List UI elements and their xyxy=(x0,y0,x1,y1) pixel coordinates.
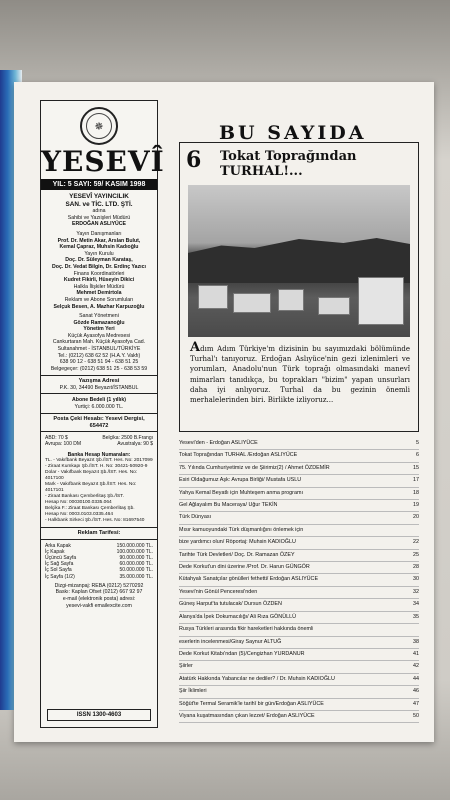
publisher-line: SAN. ve TİC. LTD. ŞTİ. xyxy=(65,200,133,208)
toc-entry xyxy=(179,488,419,500)
toc-entry xyxy=(179,574,419,586)
finance-names: Kudret Fikirli, Hüseyin Dikici xyxy=(63,277,135,284)
mountain-silhouette xyxy=(188,233,410,283)
toc-title: Şiirler xyxy=(179,663,193,670)
toc-page: 47 xyxy=(413,700,419,707)
toc-title: Mısır kamuoyundaki Türk düşmanlığını önlemek için xyxy=(179,526,304,533)
toc-entry xyxy=(179,537,419,549)
turhal-town-photo xyxy=(188,185,410,337)
toc-entry xyxy=(179,438,419,450)
masthead-sidebar xyxy=(40,100,165,728)
toc-page: 32 xyxy=(413,588,419,595)
toc-title: Alanya'da İpek Dokumacılığı/ Ali Rıza GÖNÜLLÜ xyxy=(179,613,296,620)
postal-row: ABD: 70 $ Belçika: 2500 B.Frangı xyxy=(45,435,153,442)
toc-title: Tarihte Türk Devletleri/ Doç. Dr. Ramazan ÖZEY xyxy=(179,551,295,558)
toc-entry xyxy=(179,587,419,599)
print-info: Dizgi-mizanpaj: REBA (0212) 5270292 Baskı: Kaplan Ofset (0212) 667 92 97 e-mail (elektronik posta) adresi: yesevi-vakfi emailexcite.com xyxy=(54,582,144,609)
toc-title: Viyana kuşatmasından çıkan lezzet/ Erdoğan ASLIYÜCE xyxy=(179,712,315,719)
toc-title: Rusya Türkleri arasında fikir hareketleri hakkında önemli xyxy=(179,626,314,633)
toc-entry xyxy=(179,512,419,524)
issn-number: ISSN 1300-4603 xyxy=(47,709,151,721)
mgmt-address-line: Küçük Ayasofya Medresesi xyxy=(67,332,131,339)
toc-entry xyxy=(179,637,419,649)
magazine-page xyxy=(14,82,434,742)
issue-info: YIL: 5 SAYI: 59/ KASIM 1998 xyxy=(41,179,157,190)
publisher-line: YESEVÎ YAYINCILIK xyxy=(69,193,129,200)
bank-list: TL. - Vakıfbank Beyazıt Şb./İST. Hes. No: 2017099 - Ziraat Kumkapı Şb./İST. H. No: 30421-50920-9 Dolar - Vakıfbank Beyazıt Şb./İST. Hes. No: 4017100 Mark - Vakıfbank Beyazıt Şb./İST. Hes. No: 4017101 - Ziraat Bankası Çemberlitaş Şb./İST. Hesap No: 00030100.0335.064 Belçika F.: Ziraat Bankası Çemberlitaş Şb. Hesap No: 0003.0103.0335.464 - Halkbank Sirkeci Şb./İST. Hes. No: 81697540 xyxy=(45,458,153,524)
mail-address: P.K. 30, 34490 Beyazıt/İSTANBUL xyxy=(59,384,139,391)
toc-entry xyxy=(179,674,419,686)
toc-entry xyxy=(179,450,419,462)
toc-page: 28 xyxy=(413,564,419,571)
pr-label: Halkla İlişkiler Müdürü xyxy=(73,283,125,290)
toc-entry xyxy=(179,686,419,698)
board-line: Doç. Dr. Süleyman Karataş, xyxy=(65,257,133,264)
bank-label: Banka Hesap Numaraları: xyxy=(67,451,131,458)
mail-address-box xyxy=(41,375,157,394)
toc-title: Atatürk Hakkında Yabancılar ne dediler? / Dr. Muhsin KADIOĞLU xyxy=(179,675,335,682)
toc-page: 34 xyxy=(413,601,419,608)
toc-title: Esiri Oldağumuz Aşk: Avrupa Birliği/ Mustafa USLU xyxy=(179,477,302,484)
toc-page: 42 xyxy=(413,663,419,670)
toc-page: 46 xyxy=(413,688,419,695)
postal-row: Avrupa: 100 DM Avustralya: 90 $ xyxy=(45,441,153,448)
advisors-line: Prof. Dr. Metin Akar, Arslan Bulut, xyxy=(57,237,141,244)
toc-page: 30 xyxy=(413,576,419,583)
toc-title: 75. Yılında Cumhuriyetimiz ve de Şiirimiz(2) / Ahmet ÖZDEMİR xyxy=(179,464,330,471)
toc-entry xyxy=(179,500,419,512)
toc-title: Yahya Kemal Beyatlı için Muhteşem anma programı xyxy=(179,489,303,496)
mgmt-address-line: Sultanahmet - İSTANBUL/TÜRKİYE xyxy=(57,346,141,353)
art-name: Gözde Ramazanoğlu xyxy=(73,319,125,326)
toc-title: Tokat Toprağından TURHAL /Erdoğan ASLIYÜCE xyxy=(179,452,298,459)
toc-page xyxy=(415,624,419,635)
owner-name: ERDOĞAN ASLIYÜCE xyxy=(72,221,126,228)
toc-title: Kütahyalı Sanatçılar gönülleri fethetti/ Erdoğan ASLIYÜCE xyxy=(179,576,319,583)
toc-page: 20 xyxy=(413,514,419,521)
mgmt-address-line: Belgegeçer: (0212) 638 51 25 - 638 53 59 xyxy=(50,365,148,372)
toc-page: 6 xyxy=(416,452,419,459)
yesevi-seal-icon: ✵ xyxy=(80,107,118,145)
postal-label: Posta Çeki Hesabı: Yesevi Dergisi, 654472 xyxy=(53,416,145,429)
table-of-contents xyxy=(179,438,419,723)
toc-page: 35 xyxy=(413,613,419,620)
ad-rates-label: Reklam Tarifesi: xyxy=(77,530,121,537)
toc-entry xyxy=(179,624,419,636)
subscription-label: Abone Bedeli (1 yıllık) xyxy=(72,397,126,404)
toc-entry xyxy=(179,599,419,611)
art-label: Sanat Yönetmeni xyxy=(79,313,119,320)
mail-label: Yazışma Adresi xyxy=(78,378,120,385)
toc-title: eserlerin incelenmesi/Giray Saynur ALTUĞ xyxy=(179,638,282,645)
toc-entry xyxy=(179,661,419,673)
section-heading: BU SAYIDA xyxy=(219,122,367,144)
toc-page: 19 xyxy=(413,502,419,509)
mgmt-address-line: Cankurtaran Mah. Küçük Ayasofya Cad. xyxy=(52,339,146,346)
toc-entry xyxy=(179,463,419,475)
toc-page: 5 xyxy=(416,440,419,446)
toc-title: Türk Dünyası xyxy=(179,514,212,521)
mgmt-label: Yönetim Yeri xyxy=(83,326,115,333)
owner-label: Sahibi ve Yazıişleri Müdürü xyxy=(67,214,131,221)
toc-entry xyxy=(179,525,419,537)
toc-page: 38 xyxy=(413,638,419,645)
feature-article-box xyxy=(179,142,419,432)
masthead-title: YESEVÎ xyxy=(41,145,165,178)
toc-page: 50 xyxy=(413,712,419,719)
toc-entry xyxy=(179,562,419,574)
publisher-line: adına xyxy=(92,208,106,215)
toc-page: 15 xyxy=(413,464,419,471)
subscription-price: Yurtiçi: 6.000.000 TL. xyxy=(74,403,124,410)
toc-title: bize yardımcı olun/ Röportaj: Muhsin KADIOĞLU xyxy=(179,539,296,546)
ad-rates-box xyxy=(41,527,157,539)
toc-title: Dede Korkut Kitabı'ndan (5)/Cengizhan YURDANUR xyxy=(179,650,305,657)
postal-box xyxy=(41,413,157,432)
toc-page xyxy=(415,525,419,536)
ads-label: Reklam ve Abone Sorumluları xyxy=(64,296,134,303)
toc-entry xyxy=(179,699,419,711)
toc-page: 17 xyxy=(413,477,419,484)
toc-title: Şiir İklimleri xyxy=(179,688,207,695)
feature-intro-text: Adım Adım Türkiye'm dizisinin bu sayımızdaki bölümünde Turhal'ı tanıyoruz. Erdoğan Aslıyüce'nin gezi izlenimleri ve yorumları, Anadolu'nun Türk toprağı olmasındaki manevî mimarları tanıdıkça, bu toprakları "bizim" yapan unsurları daha iyi anlıyoruz. Turhal da bu gezinin önemli merhalelerinden biri. Birlikte izliyoruz... xyxy=(190,340,410,405)
mgmt-address-line: 638 90 12 - 638 51 94 - 638 51 25 xyxy=(59,359,139,366)
advisors-line: Kemal Çapraz, Muhsin Kadıoğlu xyxy=(59,244,139,251)
toc-entry xyxy=(179,550,419,562)
toc-page: 44 xyxy=(413,675,419,682)
toc-page: 22 xyxy=(413,539,419,546)
toc-entry xyxy=(179,612,419,624)
finance-label: Finans Koordinatörleri xyxy=(73,270,125,277)
toc-title: Söğüt'te Termal Seramik'le tarihî bir gün/Erdoğan ASLIYÜCE xyxy=(179,700,324,707)
toc-title: Güneş Harput'ta tutulacak/ Dursun ÖZDEN xyxy=(179,601,282,608)
pr-name: Mehmet Demirtola xyxy=(76,290,122,297)
ads-names: Selçuk Besen, A. Mazhar Karpuzoğlu xyxy=(53,303,145,310)
toc-entry xyxy=(179,711,419,723)
board-line: Doç. Dr. Vedat Bilgin, Dr. Erdinç Yazıcı xyxy=(52,263,146,270)
toc-entry xyxy=(179,475,419,487)
feature-page-number: 6 xyxy=(186,147,202,173)
toc-title: Yesevi'den - Erdoğan ASLIYÜCE xyxy=(179,440,258,446)
advisors-label: Yayın Danışmanları xyxy=(76,230,122,237)
mgmt-address-line: Tel.: (0212) 638 62 52 (H.A.Y. Vakfı) xyxy=(57,352,141,359)
feature-title: Tokat Toprağından TURHAL!... xyxy=(220,149,357,179)
toc-title: Yesevi'nin Gönül Penceresi'nden xyxy=(179,588,258,595)
ad-rates-list: Arka Kapak 150.000.000 TL. İç Kapak 100.000.000 TL. Üçüncü Sayfa 90.000.000 TL. İç Sağ Sayfa 60.000.000 TL. İç Sol Sayfa 50.000.000 TL. İç Sayfa (1/2) 35.000.000 TL. xyxy=(45,542,153,580)
toc-entry xyxy=(179,649,419,661)
toc-title: Dede Korkut'un dini üzerine /Prof. Dr. Harun GÜNGÖR xyxy=(179,564,310,571)
toc-page: 41 xyxy=(413,650,419,657)
toc-page: 25 xyxy=(413,551,419,558)
toc-page: 18 xyxy=(413,489,419,496)
toc-title: Gel Ağlayalım Bu Maceraya/ Uğur TEKİN xyxy=(179,502,278,509)
board-label: Yayın Kurulu xyxy=(84,250,114,257)
